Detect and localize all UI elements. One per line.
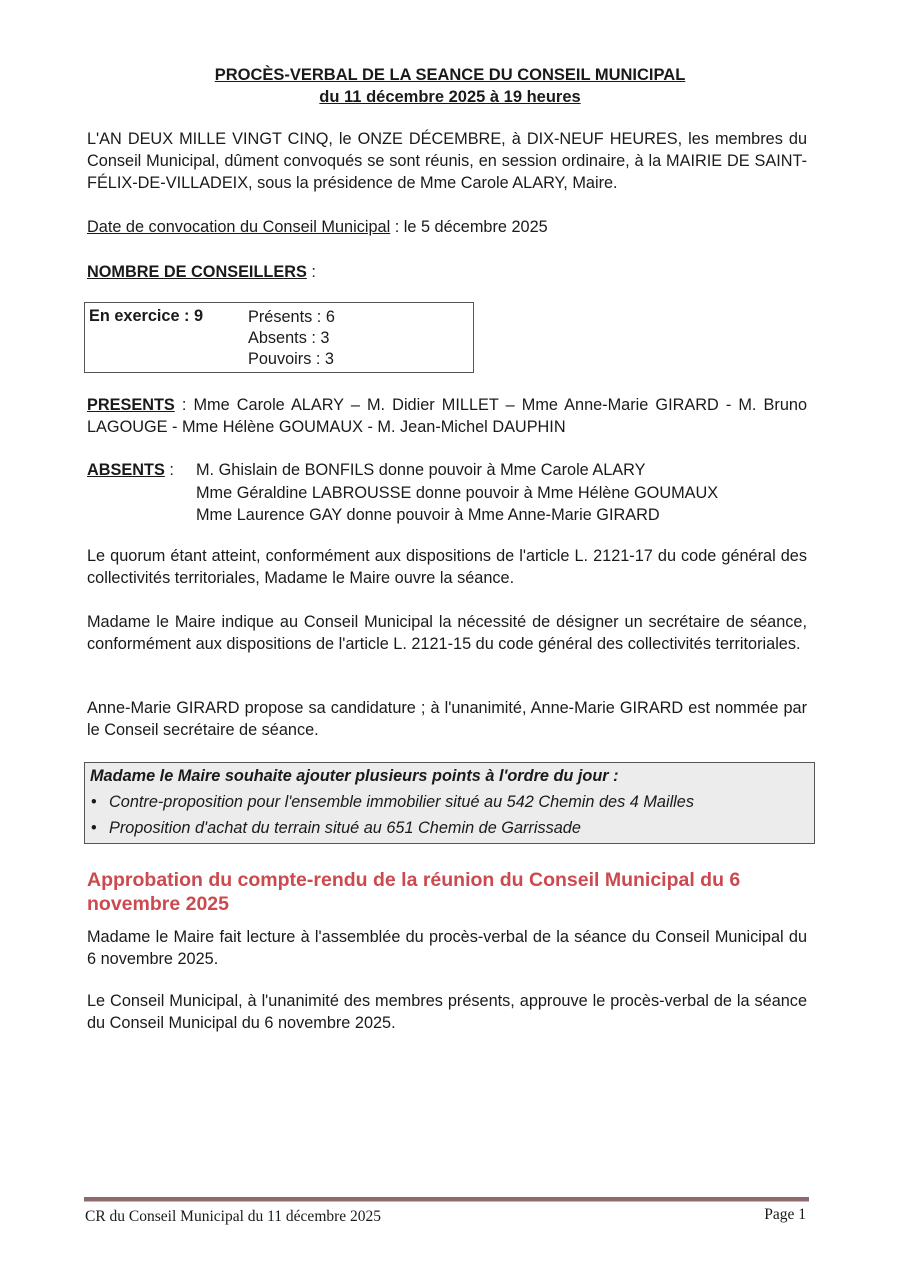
absents-list	[196, 459, 718, 527]
en-exercice: En exercice : 9	[89, 307, 204, 325]
page-number: Page 1	[764, 1206, 806, 1223]
counts-heading: NOMBRE DE CONSEILLERS	[87, 263, 307, 281]
section-title: Approbation du compte-rendu de la réunion du Conseil Municipal du 6 novembre 2025	[87, 869, 741, 915]
convocation-date: : le 5 décembre 2025	[390, 218, 548, 236]
convocation-label: Date de convocation du Conseil Municipal	[87, 218, 391, 236]
convocation-line	[87, 216, 807, 238]
agenda-item: • Proposition d'achat du terrain situé au 651 Chemin de Garrissade	[109, 819, 581, 838]
absent-item: Mme Laurence GAY donne pouvoir à Mme Anne-Marie GIRARD	[196, 506, 660, 524]
quorum-paragraph: Le quorum étant atteint, conformément aux dispositions de l'article L. 2121-17 du code général des collectivités territoriales, Madame le Maire ouvre la séance.	[87, 547, 807, 587]
presents-count: Présents : 6	[248, 308, 335, 326]
document-title	[0, 64, 900, 108]
absent-item: Mme Géraldine LABROUSSE donne pouvoir à Mme Hélène GOUMAUX	[196, 483, 719, 502]
absents-label: ABSENTS	[87, 461, 165, 479]
absents-count: Absents : 3	[248, 329, 330, 347]
presents-label: PRESENTS	[87, 396, 175, 414]
agenda-title: Madame le Maire souhaite ajouter plusieurs points à l'ordre du jour :	[90, 767, 619, 785]
presents-paragraph	[87, 394, 807, 438]
agenda-item: • Contre-proposition pour l'ensemble immobilier situé au 542 Chemin des 4 Mailles	[109, 793, 694, 812]
title-line-1: PROCÈS-VERBAL DE LA SEANCE DU CONSEIL MUNICIPAL	[214, 66, 686, 84]
footer-divider	[84, 1197, 809, 1202]
title-line-2: du 11 décembre 2025 à 19 heures	[319, 88, 581, 106]
absents-label-line: ABSENTS :	[87, 461, 174, 479]
secretaire-paragraph: Madame le Maire indique au Conseil Municipal la nécessité de désigner un secrétaire de séance, conformément aux dispositions de l'article L. 2121-15 du code général des collectivités territoriales.	[87, 613, 807, 653]
agenda-box	[84, 762, 815, 844]
presents-list: : Mme Carole ALARY – M. Didier MILLET – Mme Anne-Marie GIRARD - M. Bruno LAGOUGE - Mme Hélène GOUMAUX - M. Jean-Michel DAUPHIN	[87, 396, 807, 436]
pouvoirs-count: Pouvoirs : 3	[248, 350, 334, 368]
counts-box	[84, 302, 474, 373]
footer-document-label: CR du Conseil Municipal du 11 décembre 2025	[85, 1208, 382, 1225]
counts-values	[248, 307, 335, 370]
section-paragraph-2: Le Conseil Municipal, à l'unanimité des membres présents, approuve le procès-verbal de la séance du Conseil Municipal du 6 novembre 2025.	[87, 992, 807, 1032]
candidature-paragraph: Anne-Marie GIRARD propose sa candidature ; à l'unanimité, Anne-Marie GIRARD est nommée par le Conseil secrétaire de séance.	[87, 699, 807, 739]
section-paragraph-1: Madame le Maire fait lecture à l'assemblée du procès-verbal de la séance du Conseil Municipal du 6 novembre 2025.	[87, 928, 807, 968]
intro-paragraph: L'AN DEUX MILLE VINGT CINQ, le ONZE DÉCEMBRE, à DIX-NEUF HEURES, les membres du Conseil Municipal, dûment convoqués se sont réunis, en session ordinaire, à la MAIRIE DE SAINT-FÉLIX-DE-VILLADEIX, sous la présidence de Mme Carole ALARY, Maire.	[87, 130, 807, 192]
absent-item: M. Ghislain de BONFILS donne pouvoir à Mme Carole ALARY	[196, 461, 646, 479]
counts-heading-line: NOMBRE DE CONSEILLERS :	[87, 263, 316, 281]
